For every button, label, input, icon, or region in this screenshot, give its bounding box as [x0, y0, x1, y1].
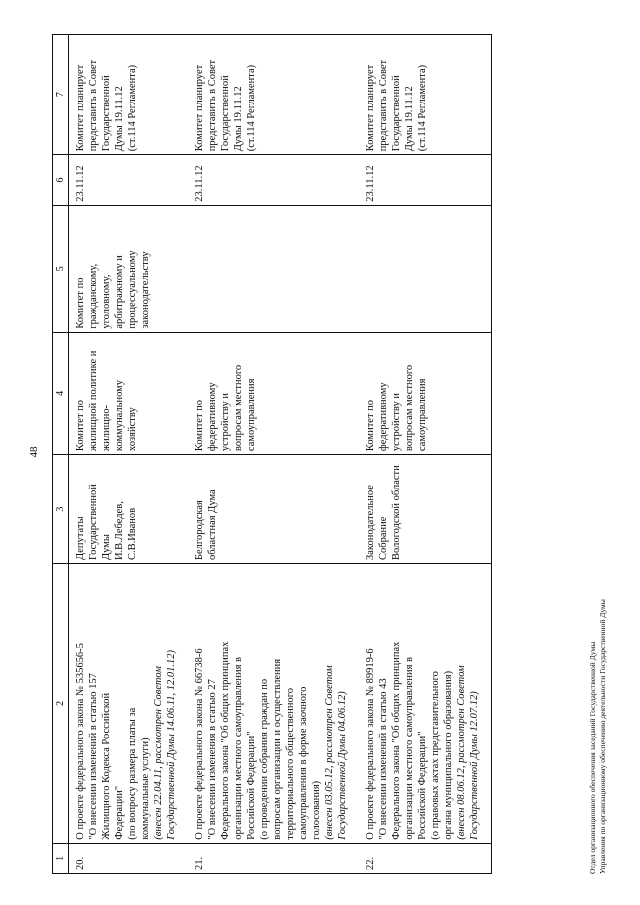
plan-note — [188, 35, 359, 155]
co-executor-committee — [188, 205, 359, 332]
header-row — [53, 35, 69, 874]
responsible-committee — [359, 332, 492, 454]
cell-line: "О внесении изменений в статью 43 — [378, 678, 389, 840]
cell-line: О проекте федерального закона № 89919-6 — [365, 648, 376, 840]
cell-line: (внесен 03.05.12, рассмотрен Советом — [324, 665, 335, 840]
column-header-7: 7 — [53, 35, 69, 155]
bill-author — [188, 455, 359, 564]
plan-note — [359, 35, 492, 155]
cell-line: Государственной — [101, 75, 112, 152]
cell-line: (ст.114 Регламента) — [127, 64, 138, 152]
cell-line: С.В.Иванов — [127, 507, 138, 561]
cell-line: коммунальному — [114, 379, 125, 452]
cell-line: хозяйству — [127, 407, 138, 452]
cell-line: Думы 19.11.12 — [404, 86, 415, 152]
column-header-1: 1 — [53, 843, 69, 873]
cell-line: Федерального закона "Об общих принципах — [220, 641, 231, 840]
column-header-3: 3 — [53, 455, 69, 564]
bill-title — [359, 564, 492, 844]
cell-line: Государственной — [220, 75, 231, 152]
cell-line: Законодательное — [365, 485, 376, 561]
cell-line: жилищно- — [101, 404, 112, 452]
cell-line: (ст.114 Регламента) — [246, 64, 257, 152]
cell-line: Государственной — [88, 484, 99, 561]
cell-line: представить в Совет — [88, 59, 99, 152]
cell-line: Комитет по — [194, 399, 205, 452]
cell-line: Вологодской области — [391, 465, 402, 561]
cell-line: федеративному — [207, 382, 218, 452]
cell-line: (о проведении собрания граждан по — [259, 678, 270, 840]
bill-author — [359, 455, 492, 564]
cell-line: О проекте федерального закона № 535656-5 — [75, 643, 86, 840]
cell-line: организации местного самоуправления в — [233, 656, 244, 840]
cell-line: органа муниципального образования) — [443, 670, 454, 840]
row-number: 21. — [188, 843, 359, 873]
cell-line: областная Дума — [207, 489, 218, 561]
cell-line: И.В.Лебедев, — [114, 501, 125, 561]
column-header-6: 6 — [53, 155, 69, 206]
cell-line: Жилищного Кодекса Российской — [101, 692, 112, 840]
column-header-2: 2 — [53, 564, 69, 844]
cell-line: Комитет планирует — [194, 64, 205, 152]
cell-line: уголовному, — [101, 274, 112, 329]
cell-line: Государственной Думы 04.06.12) — [337, 691, 348, 840]
responsible-committee — [69, 332, 189, 454]
cell-line: Федерации" — [114, 785, 125, 840]
cell-line: (ст.114 Регламента) — [417, 64, 428, 152]
co-executor-committee — [359, 205, 492, 332]
cell-line: голосования) — [311, 780, 322, 840]
table-row — [69, 35, 189, 874]
page-number: 48 — [28, 446, 40, 458]
cell-line: самоуправления — [246, 378, 257, 452]
column-header-4: 4 — [53, 332, 69, 454]
cell-line: устройству и — [220, 393, 231, 452]
bill-author — [69, 455, 189, 564]
cell-line: Комитет планирует — [75, 64, 86, 152]
cell-line: вопросам организации и осуществления — [272, 658, 283, 840]
cell-line: Комитет по — [365, 399, 376, 452]
table-row — [188, 35, 359, 874]
cell-line: представить в Совет — [378, 59, 389, 152]
cell-line: Депутаты — [75, 516, 86, 561]
cell-line: жилищной политике и — [88, 350, 99, 452]
cell-line: Комитет по — [75, 399, 86, 452]
footer-line: Отдел организационного обеспечения заседаний Государственной Думы — [588, 641, 597, 874]
footer-line: Управления по организационному обеспечению деятельности Государственной Думы — [598, 599, 607, 874]
cell-line: Думы 19.11.12 — [114, 86, 125, 152]
cell-line: устройству и — [391, 393, 402, 452]
bill-title — [69, 564, 189, 844]
cell-line: Комитет по — [75, 277, 86, 329]
cell-line: Государственной Думы 14.06.11, 12.01.12) — [166, 649, 177, 840]
table-row — [359, 35, 492, 874]
cell-line: федеративному — [378, 382, 389, 452]
cell-line: законодательству — [140, 251, 151, 329]
cell-line: Думы — [101, 534, 112, 561]
cell-line: Собрание — [378, 516, 389, 561]
row-number: 20. — [69, 843, 189, 873]
cell-line: вопросам местного — [404, 364, 415, 452]
plan-date: 23.11.12 — [69, 155, 189, 206]
cell-line: (по вопросу размера платы за — [127, 707, 138, 840]
cell-line: Российской Федерации" — [417, 731, 428, 840]
cell-line: территориального общественного — [285, 687, 296, 840]
cell-line: гражданскому, — [88, 263, 99, 329]
cell-line: "О внесении изменения в статью 27 — [207, 679, 218, 840]
cell-line: Думы 19.11.12 — [233, 86, 244, 152]
cell-line: процессуальному — [127, 250, 138, 329]
cell-line: арбитражному и — [114, 255, 125, 329]
cell-line: Российской Федерации" — [246, 731, 257, 840]
bill-title — [188, 564, 359, 844]
column-header-5: 5 — [53, 205, 69, 332]
footer — [588, 599, 608, 874]
cell-line: организации местного самоуправления в — [404, 656, 415, 840]
responsible-committee — [188, 332, 359, 454]
cell-line: (внесен 08.06.12, рассмотрен Советом — [456, 665, 467, 840]
cell-line: Белгородская — [194, 500, 205, 561]
cell-line: (о правовых актах представительного — [430, 671, 441, 840]
cell-line: Комитет планирует — [365, 64, 376, 152]
cell-line: (внесен 22.04.11, рассмотрен Советом — [153, 666, 164, 840]
row-number: 22. — [359, 843, 492, 873]
cell-line: вопросам местного — [233, 364, 244, 452]
cell-line: Федерального закона "Об общих принципах — [391, 641, 402, 840]
cell-line: самоуправления — [417, 378, 428, 452]
cell-line: "О внесении изменений в статью 157 — [88, 673, 99, 840]
plan-date: 23.11.12 — [188, 155, 359, 206]
cell-line: Государственной — [391, 75, 402, 152]
cell-line: О проекте федерального закона № 66738-6 — [194, 648, 205, 840]
rotated-page — [20, 12, 620, 892]
plan-note — [69, 35, 189, 155]
cell-line: самоуправления в форме заочного — [298, 686, 309, 840]
cell-line: представить в Совет — [207, 59, 218, 152]
bills-table — [52, 34, 492, 874]
cell-line: Государственной Думы 12.07.12) — [469, 691, 480, 840]
co-executor-committee — [69, 205, 189, 332]
cell-line: коммунальные услуги) — [140, 737, 151, 840]
plan-date: 23.11.12 — [359, 155, 492, 206]
